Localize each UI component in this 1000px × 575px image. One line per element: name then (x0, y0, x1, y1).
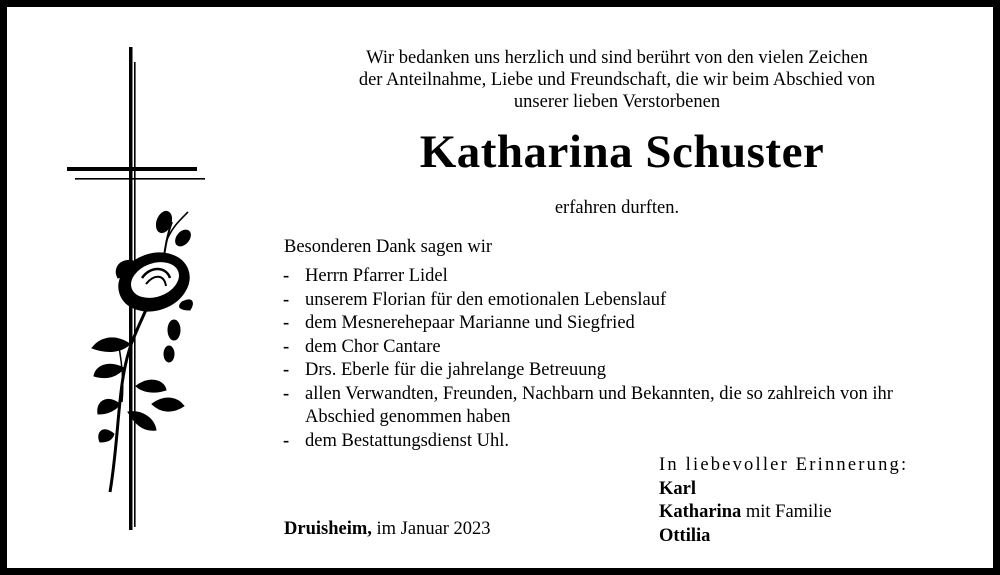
rose-icon (92, 209, 197, 492)
list-item-text: Drs. Eberle für die jahrelange Betreuung (305, 360, 607, 380)
list-item-text: dem Chor Cantare (305, 336, 441, 357)
list-item (283, 312, 923, 336)
list-item (283, 359, 923, 383)
thanks-list (283, 265, 923, 453)
signature-block (659, 454, 908, 548)
dash-bullet: - (283, 430, 290, 451)
place-date (284, 519, 491, 540)
signatory-suffix: mit Familie (745, 502, 832, 522)
dash-bullet: - (283, 336, 290, 357)
intro-text (277, 47, 957, 113)
signatory (659, 525, 908, 549)
thanks-heading: Besonderen Dank sagen wir (284, 237, 493, 257)
list-item (283, 336, 923, 360)
list-item (283, 383, 923, 430)
list-item-text: dem Mesnerehepaar Marianne und Siegfried (305, 313, 635, 333)
intro-line: der Anteilnahme, Liebe und Freundschaft, die wir beim Abschied von (358, 70, 876, 90)
list-item-text: unserem Florian für den emotionalen Lebenslauf (305, 289, 667, 310)
place: Druisheim, (284, 519, 372, 539)
list-item (283, 430, 923, 454)
signatory-name: Ottilia (659, 525, 711, 546)
intro-line: unserer lieben Verstorbenen (513, 92, 721, 112)
list-item-text: dem Bestattungsdienst Uhl. (305, 430, 509, 451)
dash-bullet: - (283, 313, 290, 333)
signatory-name: Katharina (659, 502, 742, 522)
deceased-name: Katharina Schuster (419, 126, 825, 178)
list-item-text: Herrn Pfarrer Lidel (305, 266, 448, 286)
dash-bullet: - (283, 266, 290, 286)
signatory (659, 501, 908, 525)
signatory (659, 478, 908, 502)
date: im Januar 2023 (376, 519, 491, 539)
dash-bullet: - (283, 289, 290, 310)
dash-bullet: - (283, 383, 290, 404)
list-item (283, 265, 923, 289)
memory-line: In liebevoller Erinnerung: (659, 455, 909, 475)
intro-line: Wir bedanken uns herzlich und sind berührt von den vielen Zeichen (366, 48, 868, 68)
list-item (283, 289, 923, 313)
list-item-text: allen Verwandten, Freunden, Nachbarn und Bekannten, die so zahlreich von ihr Abschied genommen haben (305, 383, 893, 427)
dash-bullet: - (283, 360, 290, 380)
signatory-name: Karl (659, 478, 696, 499)
cross-with-rose-illustration (62, 42, 212, 537)
continuation-text: erfahren durften. (554, 198, 680, 218)
